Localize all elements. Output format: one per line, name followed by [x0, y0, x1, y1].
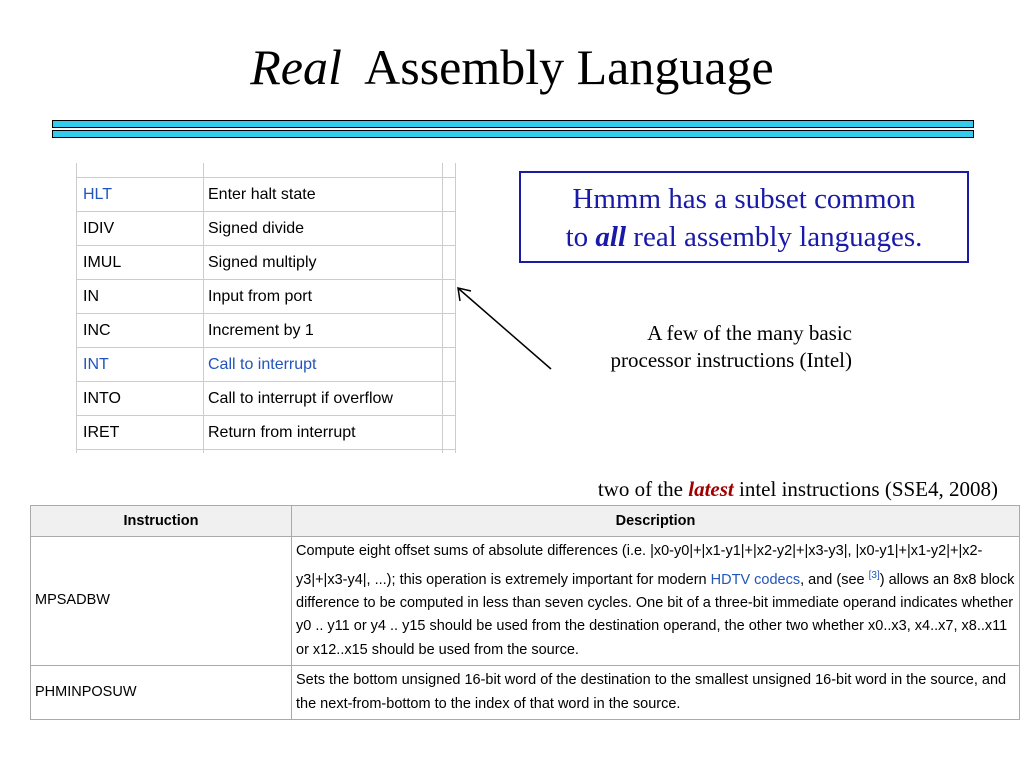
table-row — [77, 415, 455, 450]
caption-pre: two of the — [597, 477, 683, 501]
instruction-name[interactable]: HLT — [83, 186, 113, 203]
instruction-name: INTO — [83, 390, 121, 407]
callout-line-2-pre: to — [565, 221, 589, 253]
sse-instruction-name: PHMINPOSUW — [31, 666, 292, 720]
instruction-desc: Signed divide — [208, 220, 305, 237]
table-row — [77, 245, 455, 280]
reference-link[interactable]: [3] — [868, 569, 880, 581]
table-row — [77, 177, 455, 212]
title-rule-bottom — [52, 130, 974, 138]
table-row — [77, 211, 455, 246]
table-row — [31, 537, 1020, 666]
table-row-partial — [77, 449, 455, 453]
desc-part-c: ) allows an 8x8 block difference to be computed in less than seven cycles. One bit of a three-bit immediate operand indicates whether y0 .. y11 or y4 .. y15 should be used from the destination operand, the other two whether x0..x3, x4..x7, x8..x11 or x12..x15 should be used from the source. — [296, 571, 1015, 658]
desc-part-b: , and (see — [800, 571, 865, 588]
title-italic: Real — [250, 39, 342, 95]
table-row — [77, 347, 455, 382]
note-line-1: A few of the many basic — [647, 321, 852, 345]
instruction-name: IDIV — [83, 220, 115, 237]
callout-emphasis: all — [595, 221, 627, 253]
instruction-name[interactable]: INT — [83, 356, 109, 373]
hdtv-codecs-link[interactable]: HDTV codecs — [710, 571, 801, 588]
sse-instruction-desc: Sets the bottom unsigned 16-bit word of the destination to the smallest unsigned 16-bit word in the source, and the next-from-bottom to the index of that word in the source. — [292, 666, 1020, 720]
callout-box — [519, 171, 969, 263]
table-header-row — [31, 506, 1020, 537]
instruction-name: IRET — [83, 424, 120, 441]
instruction-desc: Signed multiply — [208, 254, 317, 271]
instruction-name: IN — [83, 288, 99, 305]
caption-post: intel instructions (SSE4, 2008) — [739, 477, 998, 501]
table-row — [77, 313, 455, 348]
column-divider — [203, 163, 204, 453]
caption-emphasis: latest — [688, 477, 734, 501]
instruction-desc: Increment by 1 — [208, 322, 314, 339]
callout-line-2 — [521, 218, 967, 256]
desc-part-a: Compute eight offset sums of absolute differences (i.e. |x0-y0|+|x1-y1|+|x2-y2|+|x3-y3|, |x0-y1|+|x1-y2|+|x2-y3|+|x3-y4|, ...); this operation is extremely important for modern — [296, 543, 983, 588]
title-rule-top — [52, 120, 974, 128]
header-instruction: Instruction — [31, 506, 292, 537]
note-line-2: processor instructions (Intel) — [610, 348, 852, 372]
callout-line-1: Hmmm has a subset common — [572, 183, 916, 215]
annotation-note — [540, 320, 852, 374]
table-row-partial — [77, 163, 455, 178]
column-divider — [442, 163, 443, 453]
sse4-table — [30, 505, 1020, 720]
title-rest: Assembly Language — [364, 39, 774, 95]
callout-line-2-post: real assembly languages. — [633, 221, 923, 253]
sse-instruction-name: MPSADBW — [31, 537, 292, 666]
instruction-name: INC — [83, 322, 111, 339]
table-row — [77, 279, 455, 314]
table-row — [77, 381, 455, 416]
sse-instruction-desc — [292, 537, 1020, 666]
slide-title — [0, 38, 1024, 96]
instruction-desc: Return from interrupt — [208, 424, 356, 441]
sse4-caption — [490, 477, 998, 502]
intel-instruction-table — [76, 163, 456, 453]
instruction-desc: Call to interrupt if overflow — [208, 390, 393, 407]
instruction-name: IMUL — [83, 254, 122, 271]
instruction-desc[interactable]: Call to interrupt — [208, 356, 317, 373]
table-row — [31, 666, 1020, 720]
header-description: Description — [292, 506, 1020, 537]
instruction-desc: Input from port — [208, 288, 313, 305]
instruction-desc: Enter halt state — [208, 186, 316, 203]
